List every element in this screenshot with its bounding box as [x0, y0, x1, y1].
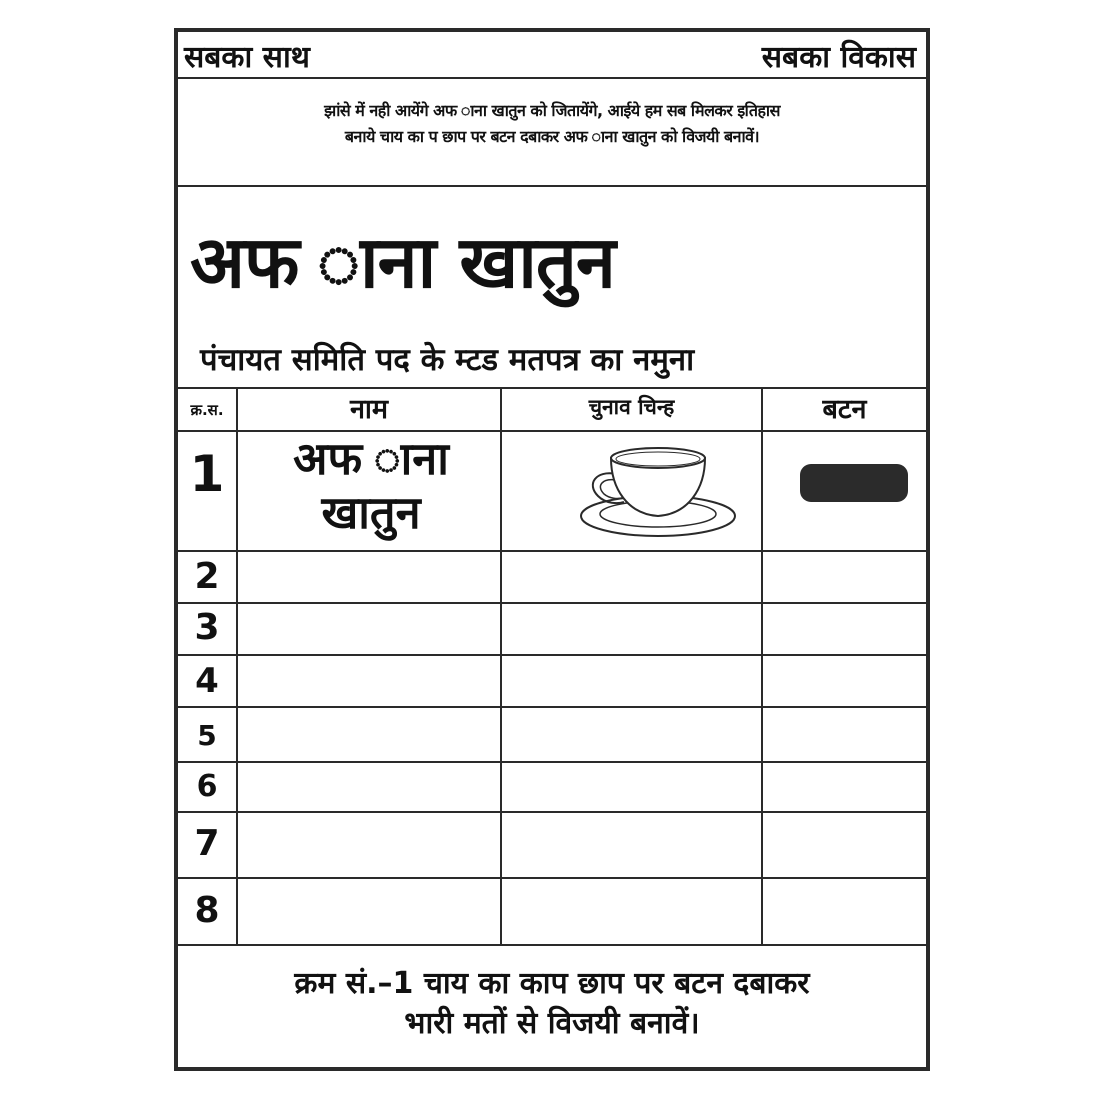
row-number: 2: [194, 556, 220, 597]
slogan-left: सबका साथ: [184, 40, 310, 75]
row-line: [178, 877, 926, 879]
column-line: [761, 387, 763, 946]
row-number: 1: [189, 445, 225, 503]
row-number: 4: [195, 661, 219, 701]
header-button: बटन: [822, 394, 867, 425]
candidate-name-cell: [240, 432, 502, 540]
appeal-line-1: झांसे में नही आयेंगे अफ ाना खातुन को जितायेंगे, आईये हम सब मिलकर इतिहास: [324, 101, 780, 120]
appeal-line-2: बनाये चाय का प छाप पर बटन दबाकर अफ ाना खातुन को विजयी बनावें।: [344, 127, 760, 146]
row-line: [178, 550, 926, 552]
divider: [178, 77, 926, 79]
column-line: [236, 387, 238, 946]
footer-line-1: क्रम सं.–1 चाय का काप छाप पर बटन दबाकर: [294, 966, 810, 1001]
header-serial: क्र.स.: [190, 401, 224, 419]
header-symbol: चुनाव चिन्ह: [588, 395, 675, 419]
slogan-right: सबका विकास: [761, 40, 916, 75]
footer-line-2: भारी मतों से विजयी बनावें।: [404, 1006, 700, 1041]
row-number: 5: [197, 719, 217, 752]
header-name: नाम: [349, 394, 389, 425]
row-line: [178, 654, 926, 656]
row-line: [178, 761, 926, 763]
table-top-line: [178, 387, 926, 389]
candidate-name-line-1: अफ ाना: [293, 432, 449, 485]
sample-ballot-title: पंचायत समिति पद के म्टड मतपत्र का नमुना: [200, 342, 695, 378]
divider: [178, 185, 926, 187]
cup-and-saucer-icon: [578, 444, 738, 540]
row-line: [178, 706, 926, 708]
row-number: 3: [194, 607, 220, 648]
row-number: 7: [194, 823, 220, 864]
candidate-name-line-2: खातुन: [321, 486, 421, 539]
table-bottom-line: [178, 944, 926, 946]
ballot-poster: [174, 28, 930, 1071]
row-line: [178, 811, 926, 813]
row-number: 6: [196, 769, 218, 804]
footer-appeal: [198, 964, 906, 1044]
candidate-title: अफ ाना खातुन: [190, 220, 615, 304]
row-line: [178, 602, 926, 604]
row-number: 8: [194, 890, 220, 931]
vote-button[interactable]: [800, 464, 908, 502]
appeal-text: [198, 98, 906, 150]
